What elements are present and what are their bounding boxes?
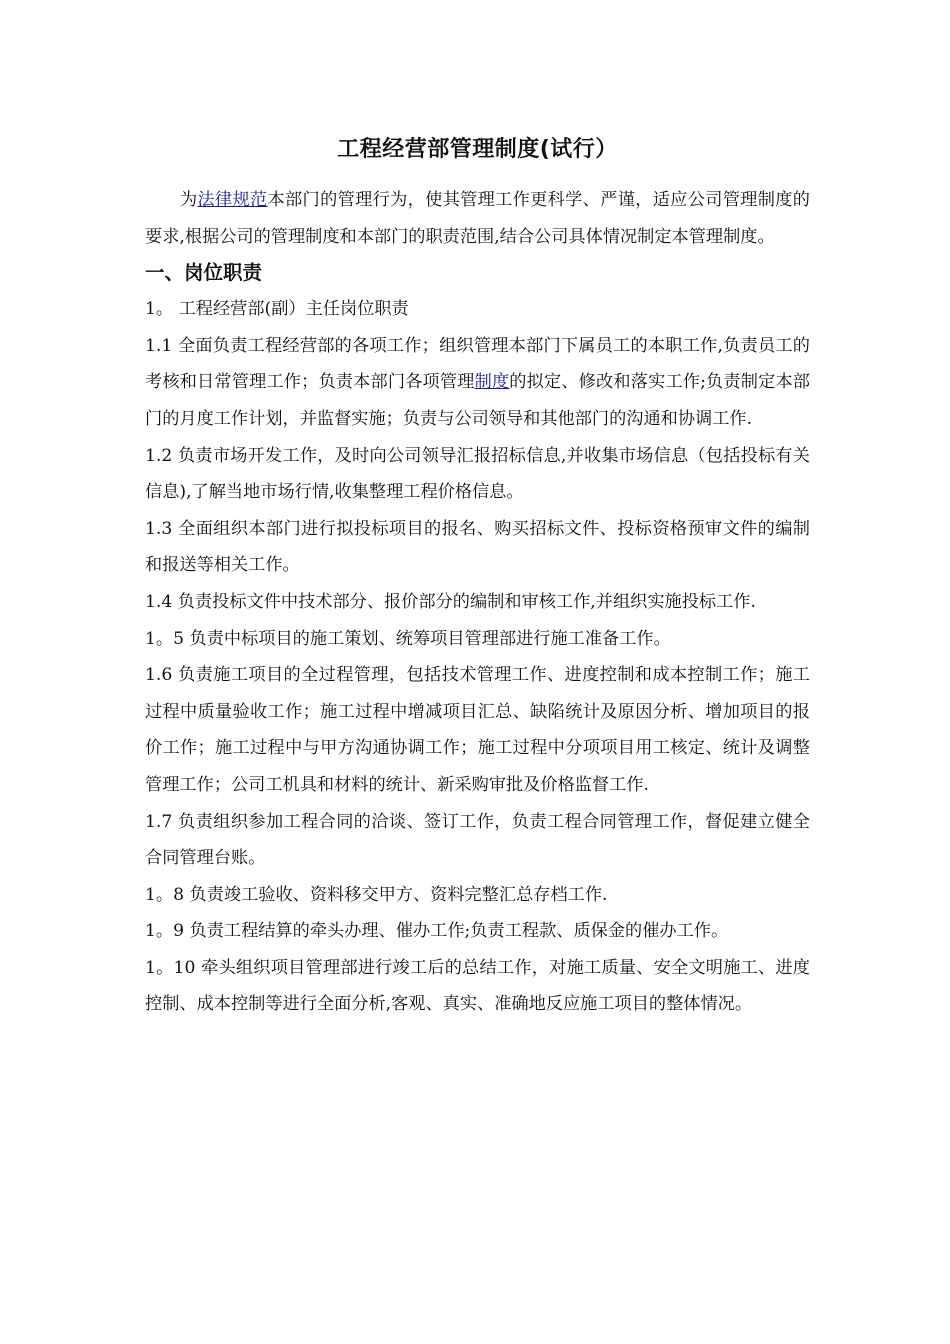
section-heading: 一、岗位职责 — [145, 261, 263, 285]
item-1-4: 1.4 负责投标文件中技术部分、报价部分的编制和审核工作,并组织实施投标工作. — [145, 591, 756, 612]
item-1-10: 1。10 牵头组织项目管理部进行竣工后的总结工作，对施工质量、安全文明施工、进度控制、成本控制等进行全面分析,客观、真实、准确地反应施工项目的整体情况。 — [145, 957, 810, 1015]
item-1-1-text-after: 的拟定、修改和落实工作;负责制定本部门的月度工作计划，并监督实施；负责与公司领导和其他部门的沟通和协调工作. — [145, 372, 810, 429]
item-1-3: 1.3 全面组织本部门进行拟投标项目的报名、购买招标文件、投标资格预审文件的编制和报送等相关工作。 — [145, 518, 810, 576]
item-1-5: 1。5 负责中标项目的施工策划、统筹项目管理部进行施工准备工作。 — [145, 628, 671, 649]
intro-paragraph — [145, 182, 810, 255]
item-1-6: 1.6 负责施工项目的全过程管理，包括技术管理工作、进度控制和成本控制工作；施工过程中质量验收工作；施工过程中增减项目汇总、缺陷统计及原因分析、增加项目的报价工作；施工过程中与甲方沟通协调工作；施工过程中分项项目用工核定、统计及调整管理工作；公司工机具和材料的统计、新采购审批及价格监督工作. — [145, 665, 810, 795]
item-1-7: 1.7 负责组织参加工程合同的洽谈、签订工作，负责工程合同管理工作，督促建立健全合同管理台账。 — [145, 811, 810, 869]
document-body — [145, 182, 810, 1023]
intro-text-after: 本部门的管理行为，使其管理工作更科学、严谨，适应公司管理制度的要求,根据公司的管理制度和本部门的职责范围,结合公司具体情况制定本管理制度。 — [145, 190, 810, 247]
item-1-9: 1。9 负责工程结算的牵头办理、催办工作;负责工程款、质保金的催办工作。 — [145, 921, 729, 942]
sub-heading: 1。 工程经营部(副）主任岗位职责 — [145, 299, 409, 320]
intro-text-before: 为 — [180, 190, 198, 210]
item-1-2: 1.2 负责市场开发工作，及时向公司领导汇报招标信息,并收集市场信息（包括投标有关信息),了解当地市场行情,收集整理工程价格信息。 — [145, 445, 810, 503]
document-title: 工程经营部管理制度(试行） — [337, 137, 618, 162]
item-1-8: 1。8 负责竣工验收、资料移交甲方、资料完整汇总存档工作. — [145, 884, 608, 905]
item-1-1 — [145, 328, 810, 438]
law-regulation-link[interactable]: 法律规范 — [197, 190, 268, 210]
item-1-1-text-before: 1.1 全面负责工程经营部的各项工作；组织管理本部门下属员工的本职工作,负责员工的考核和日常管理工作；负责本部门各项管理 — [145, 335, 810, 393]
system-link[interactable]: 制度 — [474, 372, 510, 393]
